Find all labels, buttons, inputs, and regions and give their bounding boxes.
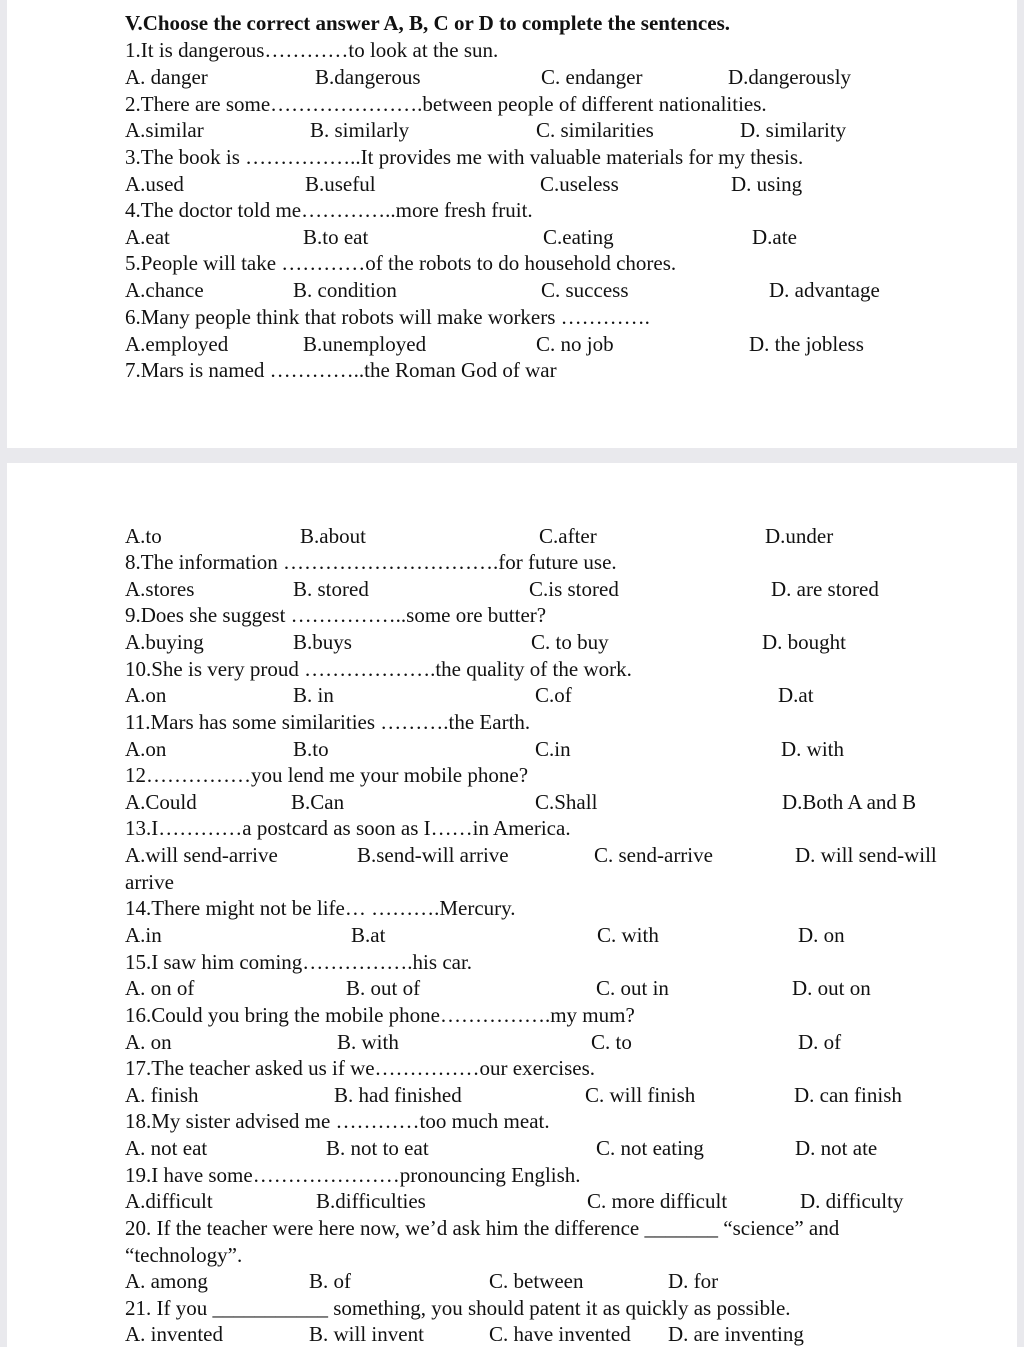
question-2: 2.There are some………………….between people of different nationalities. <box>125 92 767 116</box>
option-c: C. to buy <box>531 630 609 654</box>
option-a: A.in <box>125 923 162 947</box>
question-17: 17.The teacher asked us if we……………our exercises. <box>125 1056 596 1080</box>
option-b: B.send-will arrive <box>357 843 509 867</box>
question-7: 7.Mars is named …………..the Roman God of war <box>125 358 557 382</box>
question-12: 12……………you lend me your mobile phone? <box>125 763 529 787</box>
option-b: B. not to eat <box>326 1136 429 1160</box>
option-a: A. finish <box>125 1083 199 1107</box>
option-c: C. no job <box>536 332 614 356</box>
option-b: B. in <box>293 683 334 707</box>
option-c: C.eating <box>543 225 614 249</box>
option-c: C. between <box>489 1269 584 1293</box>
option-c: C. endanger <box>541 65 643 89</box>
option-b: B.unemployed <box>303 332 427 356</box>
option-a: A.on <box>125 683 167 707</box>
question-20-wrap: “technology”. <box>125 1243 243 1267</box>
option-a: A. on of <box>125 976 195 1000</box>
option-b: B. similarly <box>310 118 410 142</box>
option-c: C. success <box>541 278 629 302</box>
question-10: 10.She is very proud ……………….the quality of the work. <box>125 657 632 681</box>
option-d: D.under <box>765 524 834 548</box>
option-d: D. will send-will <box>795 843 937 867</box>
worksheet-page-2 <box>7 463 1017 1347</box>
option-c: C.is stored <box>529 577 619 601</box>
option-b: B. out of <box>346 976 421 1000</box>
option-c: C. out in <box>596 976 669 1000</box>
option-d: D. the jobless <box>749 332 864 356</box>
option-a: A.eat <box>125 225 170 249</box>
option-d: D. difficulty <box>800 1189 904 1213</box>
option-a: A.on <box>125 737 167 761</box>
option-d: D. for <box>668 1269 719 1293</box>
option-c: C. more difficult <box>587 1189 728 1213</box>
option-c: C.after <box>539 524 597 548</box>
options-13-wrap: arrive <box>125 870 174 894</box>
option-b: B. will invent <box>309 1322 424 1346</box>
question-8: 8.The information ………………………….for future use. <box>125 550 617 574</box>
question-4: 4.The doctor told me…………..more fresh fruit. <box>125 198 533 222</box>
option-b: B.to <box>293 737 329 761</box>
option-c: C.of <box>535 683 572 707</box>
exercise-heading: V.Choose the correct answer A, B, C or D to complete the sentences. <box>125 11 731 35</box>
question-21: 21. If you ___________ something, you should patent it as quickly as possible. <box>125 1296 791 1320</box>
option-b: B. with <box>337 1030 399 1054</box>
option-d: D. bought <box>762 630 846 654</box>
question-20: 20. If the teacher were here now, we’d ask him the difference _______ “science” and <box>125 1216 840 1240</box>
option-c: C.in <box>535 737 571 761</box>
option-a: A. not eat <box>125 1136 208 1160</box>
option-b: B.at <box>351 923 386 947</box>
question-16: 16.Could you bring the mobile phone…………….my mum? <box>125 1003 635 1027</box>
question-6: 6.Many people think that robots will make workers …………. <box>125 305 650 329</box>
option-a: A. on <box>125 1030 172 1054</box>
option-d: D. are stored <box>771 577 879 601</box>
option-c: C.Shall <box>535 790 598 814</box>
option-b: B.useful <box>305 172 376 196</box>
option-d: D. with <box>781 737 844 761</box>
option-b: B.dangerous <box>315 65 421 89</box>
option-a: A.buying <box>125 630 204 654</box>
option-b: B. of <box>309 1269 351 1293</box>
option-a: A.used <box>125 172 184 196</box>
option-b: B.Can <box>291 790 345 814</box>
option-d: D.Both A and B <box>782 790 917 814</box>
option-c: C. with <box>597 923 659 947</box>
question-13: 13.I…………a postcard as soon as I……in America. <box>125 816 571 840</box>
option-b: B.about <box>300 524 366 548</box>
question-11: 11.Mars has some similarities ……….the Earth. <box>125 710 531 734</box>
option-c: C.useless <box>540 172 619 196</box>
option-c: C. to <box>591 1030 632 1054</box>
option-a: A. danger <box>125 65 208 89</box>
worksheet-page-1 <box>7 0 1017 448</box>
option-c: C. will finish <box>585 1083 696 1107</box>
option-a: A.Could <box>125 790 197 814</box>
option-d: D. advantage <box>769 278 880 302</box>
question-9: 9.Does she suggest ……………..some ore butter? <box>125 603 547 627</box>
option-b: B. had finished <box>334 1083 462 1107</box>
option-c: C. not eating <box>596 1136 704 1160</box>
option-a: A.difficult <box>125 1189 213 1213</box>
option-b: B. condition <box>293 278 397 302</box>
option-b: B.to eat <box>303 225 369 249</box>
question-14: 14.There might not be life… ……….Mercury. <box>125 896 516 920</box>
option-a: A.stores <box>125 577 195 601</box>
option-a: A.will send-arrive <box>125 843 278 867</box>
option-d: D. similarity <box>740 118 847 142</box>
option-c: C. send-arrive <box>594 843 713 867</box>
option-a: A. among <box>125 1269 208 1293</box>
question-3: 3.The book is ……………..It provides me with valuable materials for my thesis. <box>125 145 804 169</box>
option-b: B.buys <box>293 630 352 654</box>
option-a: A. invented <box>125 1322 223 1346</box>
option-d: D. using <box>731 172 803 196</box>
option-d: D.at <box>778 683 814 707</box>
option-b: B.difficulties <box>316 1189 426 1213</box>
option-d: D. can finish <box>794 1083 902 1107</box>
question-15: 15.I saw him coming…………….his car. <box>125 950 473 974</box>
option-d: D. on <box>798 923 845 947</box>
question-18: 18.My sister advised me …………too much meat. <box>125 1109 550 1133</box>
option-d: D.dangerously <box>728 65 852 89</box>
option-a: A.to <box>125 524 162 548</box>
option-d: D. of <box>798 1030 842 1054</box>
option-d: D.ate <box>752 225 797 249</box>
option-c: C. similarities <box>536 118 654 142</box>
option-a: A.similar <box>125 118 204 142</box>
option-a: A.chance <box>125 278 204 302</box>
option-d: D. are inventing <box>668 1322 804 1346</box>
question-5: 5.People will take …………of the robots to do household chores. <box>125 251 677 275</box>
option-d: D. out on <box>792 976 871 1000</box>
question-1: 1.It is dangerous…………to look at the sun. <box>125 38 499 62</box>
option-a: A.employed <box>125 332 229 356</box>
option-b: B. stored <box>293 577 369 601</box>
question-19: 19.I have some…………………pronouncing English. <box>125 1163 581 1187</box>
option-c: C. have invented <box>489 1322 631 1346</box>
option-d: D. not ate <box>795 1136 878 1160</box>
